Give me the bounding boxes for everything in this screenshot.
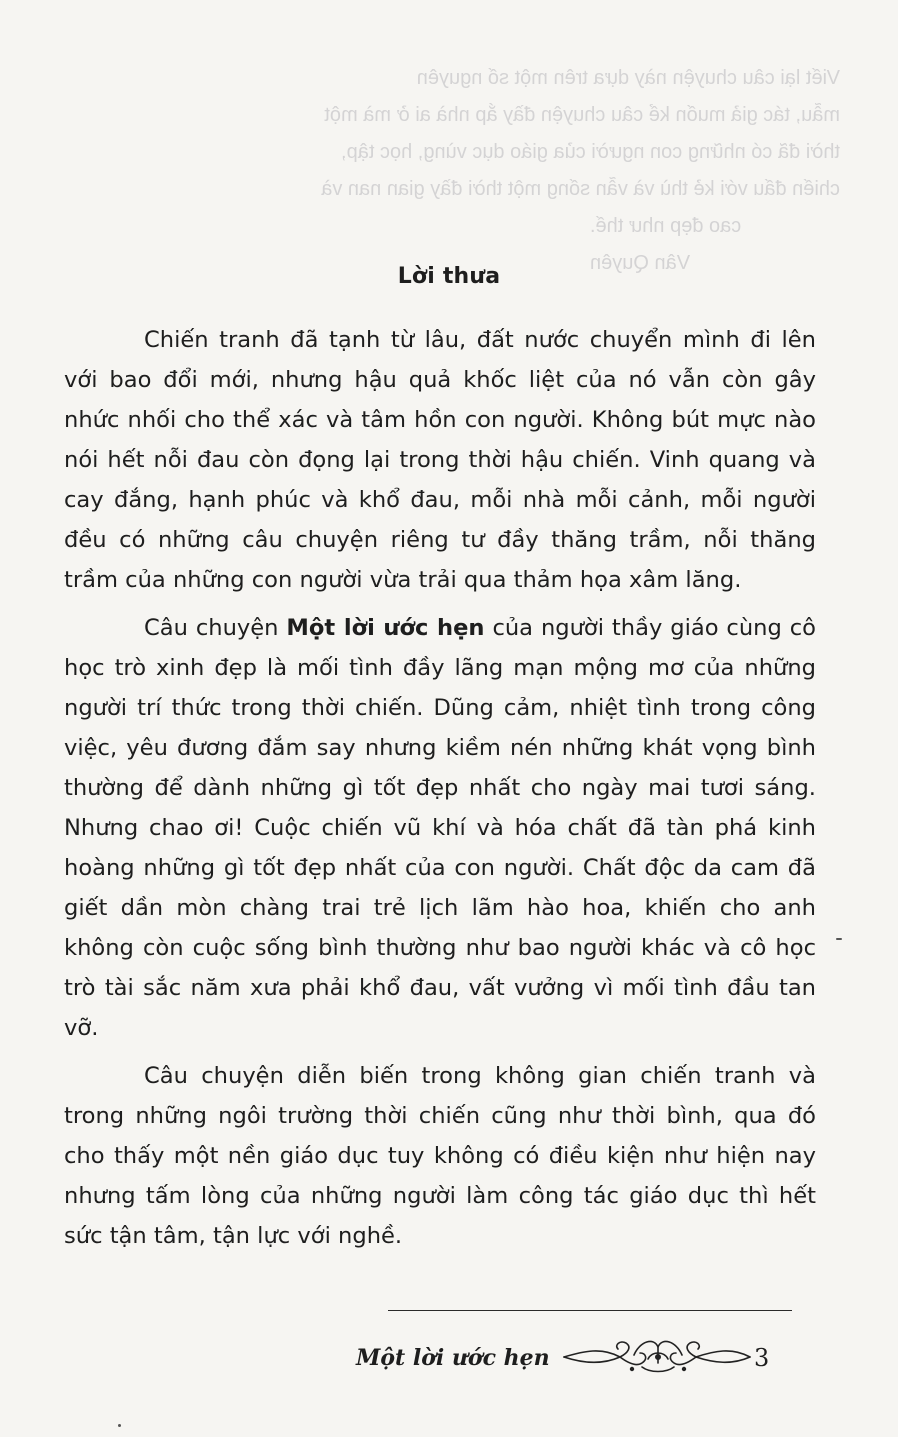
book-title-bold: Một lời ước hẹn: [286, 615, 485, 641]
bleed-line: Vân Quyên: [590, 252, 691, 274]
paragraph-1: Chiến tranh đã tạnh từ lâu, đất nước chuyển mình đi lên với bao đổi mới, nhưng hậu quả khốc liệt của nó vẫn còn gây nhức nhối cho thể xác và tâm hồn con người. Không bút mực nào nói hết nỗi đau còn đọng lại trong thời hậu chiến. Vinh quang và cay đắng, hạnh phúc và khổ đau, mỗi nhà mỗi cảnh, mỗi người đều có những câu chuyện riêng tư đầy thăng trầm, nỗi thăng trầm của những con người vừa trải qua thảm họa xâm lăng.: [64, 327, 816, 593]
paragraph-3: Câu chuyện diễn biến trong không gian chiến tranh và trong những ngôi trường thời chiến cũng như thời bình, qua đó cho thấy một nền giáo dục tuy không có điều kiện như hiện nay nhưng tấm lòng của những người làm công tác giáo dục thì hết sức tận tâm, tận lực với nghề.: [64, 1063, 816, 1249]
bleed-line: Viết lại câu chuyện này dựa trên một số nguyên: [416, 67, 840, 89]
paragraph-2-rest: của người thầy giáo cùng cô học trò xinh đẹp là mối tình đầy lãng mạn mộng mơ của những người trí thức trong thời chiến. Dũng cảm, nhiệt tình trong công việc, yêu đương đắm say nhưng kiềm nén những khát vọng bình thường để dành những gì tốt đẹp nhất cho ngày mai tươi sáng. Nhưng chao ơi! Cuộc chiến vũ khí và hóa chất đã tàn phá kinh hoàng những gì tốt đẹp nhất của con người. Chất độc da cam đã giết dần mòn chàng trai trẻ lịch lãm hào hoa, khiến cho anh không còn cuộc sống bình thường như bao người khác và cô học trò tài sắc năm xưa phải khổ đau, vất vưởng vì mối tình đầu tan vỡ.: [64, 615, 816, 1041]
bleed-line: chiến đấu với kẻ thù và vẫn sống một thời đầy gian nan và: [321, 178, 840, 200]
section-title: Lời thưa: [397, 264, 501, 289]
paragraph-2-lead: Câu chuyện: [144, 615, 287, 641]
bleed-line: mẫu, tác giả muốn kể câu chuyện đầy ắp nhà ai ở mà một: [324, 104, 840, 126]
flourish-ornament-icon: [562, 1333, 754, 1379]
paragraph-2: [64, 608, 816, 1048]
paper-speck: [118, 1424, 121, 1427]
page-number: 3: [754, 1344, 770, 1372]
footer-book-title: Một lời ước hẹn: [356, 1345, 550, 1371]
bleed-line: cao đẹp như thế.: [590, 215, 742, 237]
body-text: [64, 320, 816, 1264]
bleed-line: thời đã có những con người của giáo dục vùng, học tập,: [341, 141, 840, 163]
paper-speck: [836, 938, 842, 940]
footer-divider: [388, 1310, 792, 1311]
